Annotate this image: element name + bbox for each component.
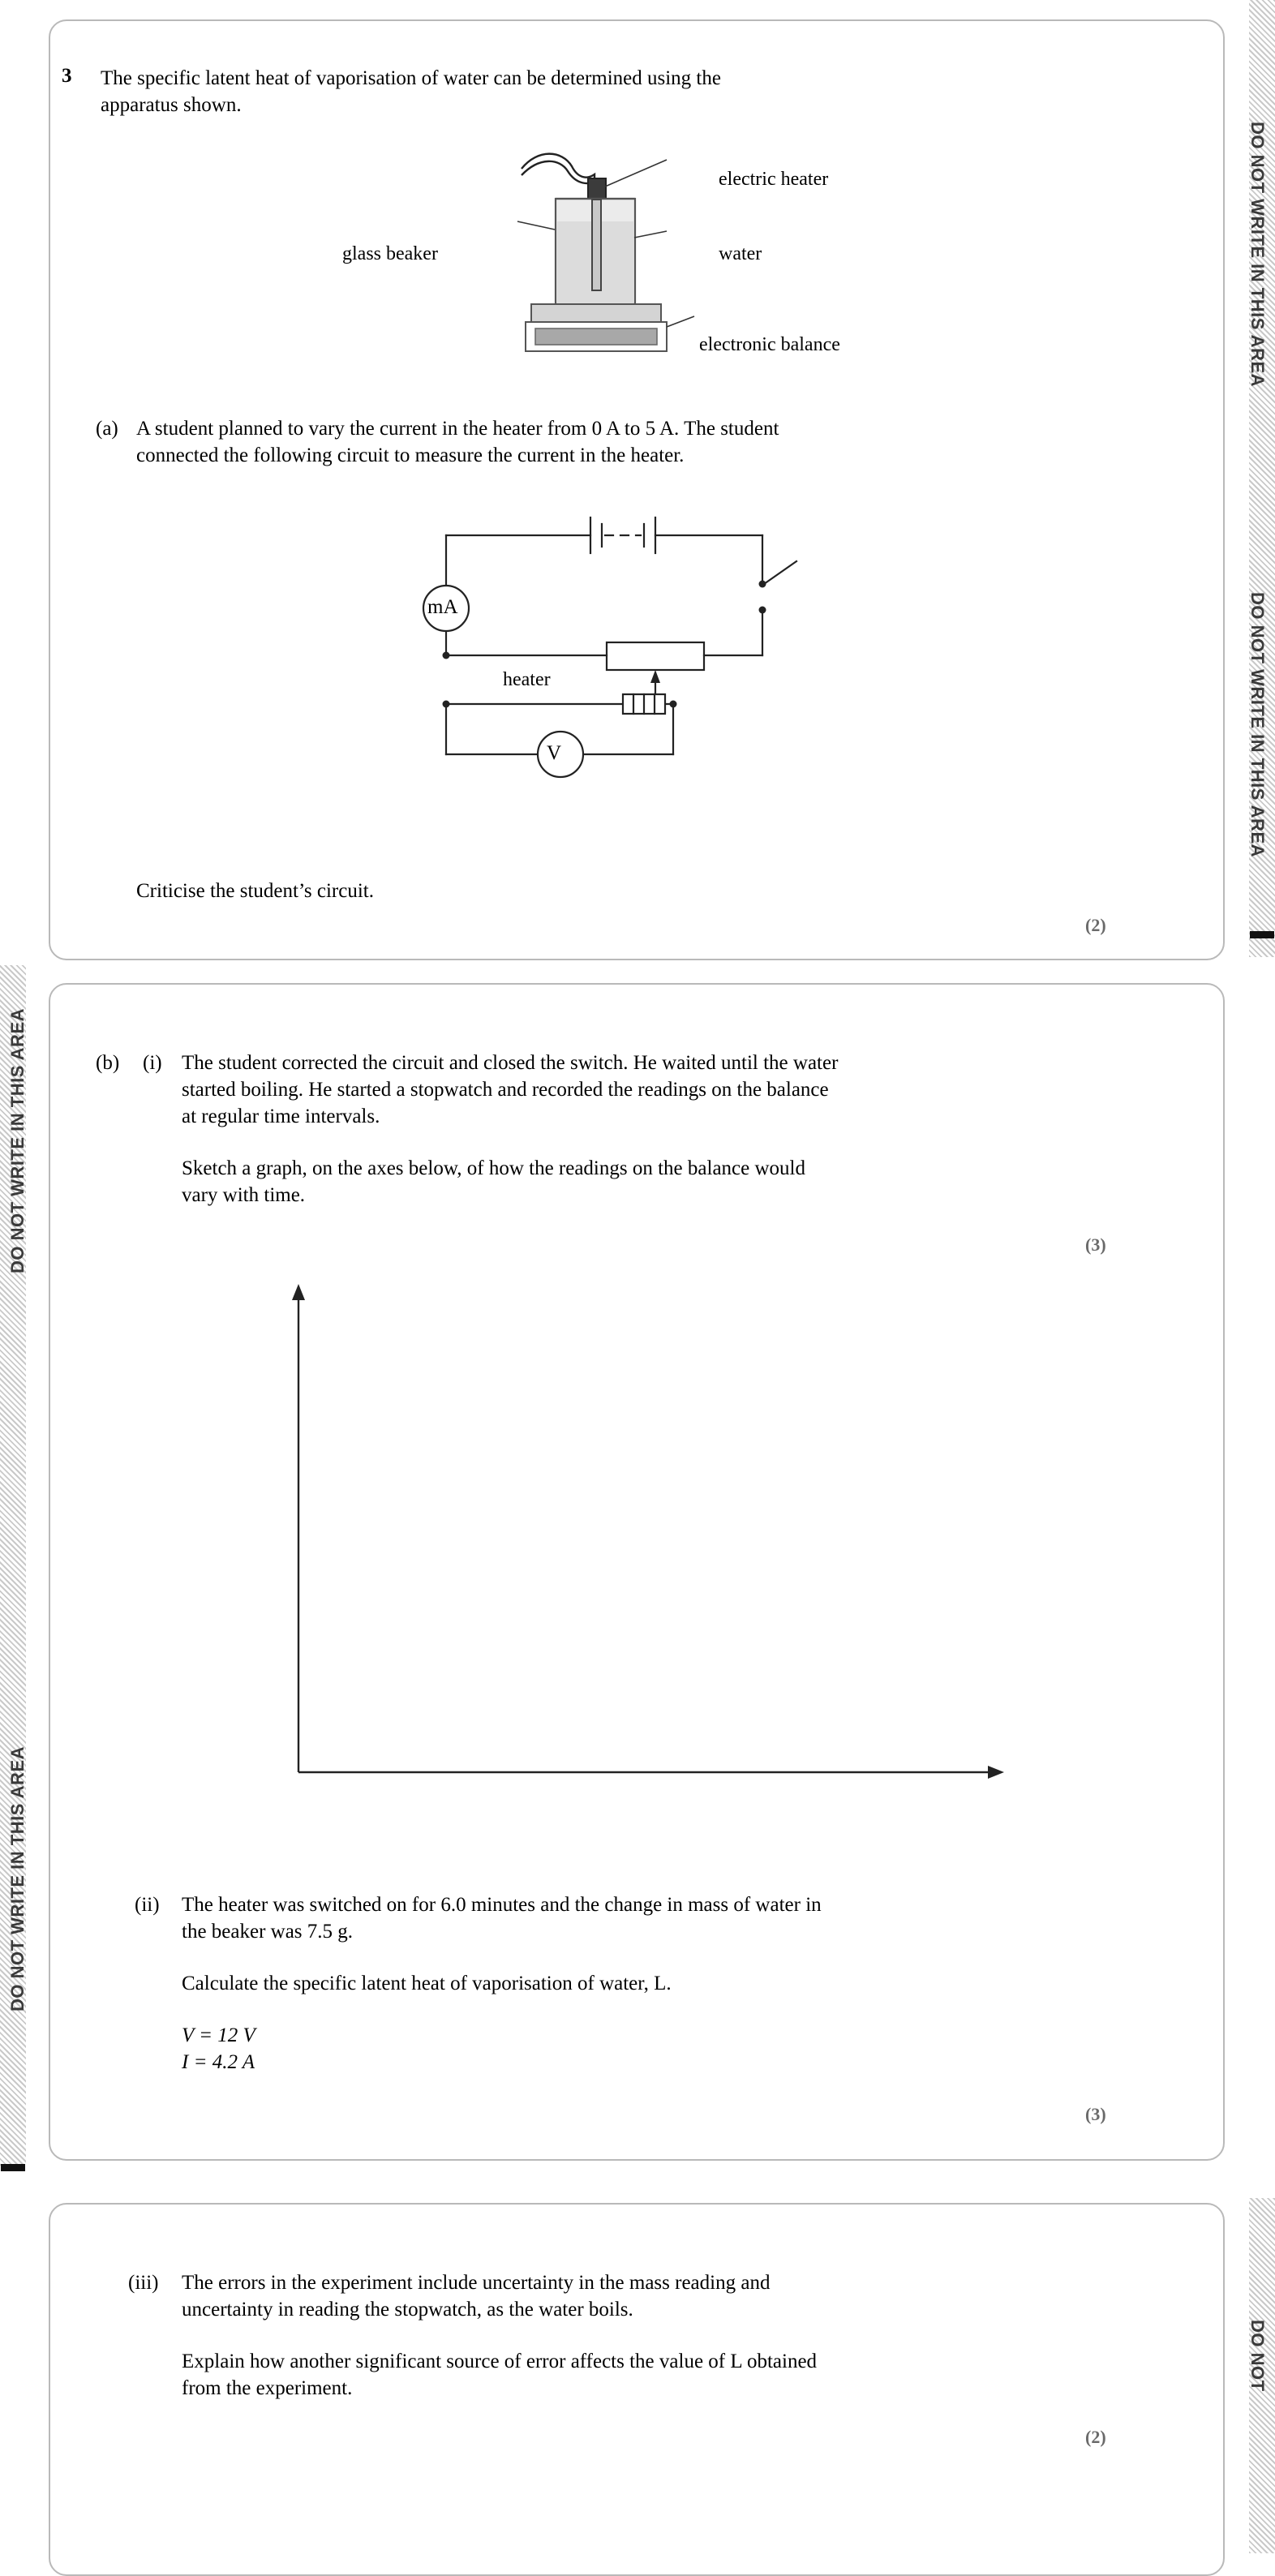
apparatus-diagram [454,142,941,393]
part-b-i-line1: The student corrected the circuit and closed the switch. He waited until the water [182,1052,839,1074]
blank-graph-axes [276,1277,1022,1788]
question-number: 3 [62,65,72,87]
label-water: water [719,243,762,264]
label-electronic-balance: electronic balance [699,334,840,355]
part-b-i-line5: vary with time. [182,1184,306,1206]
part-b-ii-value-v: V = 12 V [182,2024,255,2046]
margin-label-right-bottom: DO NOT [1247,2320,1268,2392]
part-b-i-line4: Sketch a graph, on the axes below, of how the readings on the balance would [182,1157,805,1179]
part-a-marks: (2) [1085,915,1106,935]
margin-label-right-mid: DO NOT WRITE IN THIS AREA [1247,592,1268,858]
part-b-iii-line4: from the experiment. [182,2377,353,2399]
heater-label: heater [503,669,551,690]
part-b-ii-marker: (ii) [135,1894,160,1916]
part-a-instruction: Criticise the student’s circuit. [136,880,374,902]
part-a-marker: (a) [96,418,118,440]
label-glass-beaker: glass beaker [342,243,438,264]
question-stem-line2: apparatus shown. [101,94,242,116]
part-b-ii-value-i: I = 4.2 A [182,2051,255,2073]
left-rule-1 [1,2164,25,2171]
ammeter-label: mA [427,596,458,618]
part-b-i-marks: (3) [1085,1234,1106,1255]
margin-label-left-top: DO NOT WRITE IN THIS AREA [7,1007,28,1273]
part-b-iii-line1: The errors in the experiment include uncertainty in the mass reading and [182,2272,771,2294]
question-stem-line1: The specific latent heat of vaporisation of water can be determined using the [101,67,721,89]
label-electric-heater: electric heater [719,169,829,190]
margin-label-left-bottom: DO NOT WRITE IN THIS AREA [7,1745,28,2011]
right-rule-1 [1250,931,1274,938]
circuit-diagram [397,511,819,884]
part-b-i-marker: (i) [143,1052,162,1074]
part-b-ii-marks: (3) [1085,2104,1106,2124]
part-b-iii-line2: uncertainty in reading the stopwatch, as the water boils. [182,2299,633,2321]
voltmeter-label: V [547,742,562,764]
margin-label-right-top: DO NOT WRITE IN THIS AREA [1247,122,1268,388]
part-b-iii-marker: (iii) [128,2272,159,2294]
part-b-ii-line2: the beaker was 7.5 g. [182,1921,354,1943]
part-b-i-line2: started boiling. He started a stopwatch and recorded the readings on the balance [182,1079,829,1101]
part-b-ii-line1: The heater was switched on for 6.0 minutes and the change in mass of water in [182,1894,822,1916]
part-b-iii-marks: (2) [1085,2427,1106,2447]
part-b-i-line3: at regular time intervals. [182,1106,380,1127]
part-b-marker: (b) [96,1052,120,1074]
part-a-line1: A student planned to vary the current in the heater from 0 A to 5 A. The student [136,418,779,440]
part-b-ii-line3: Calculate the specific latent heat of vaporisation of water, L. [182,1973,672,1994]
part-a-line2: connected the following circuit to measure the current in the heater. [136,444,685,466]
part-b-iii-line3: Explain how another significant source of error affects the value of L obtained [182,2351,818,2372]
